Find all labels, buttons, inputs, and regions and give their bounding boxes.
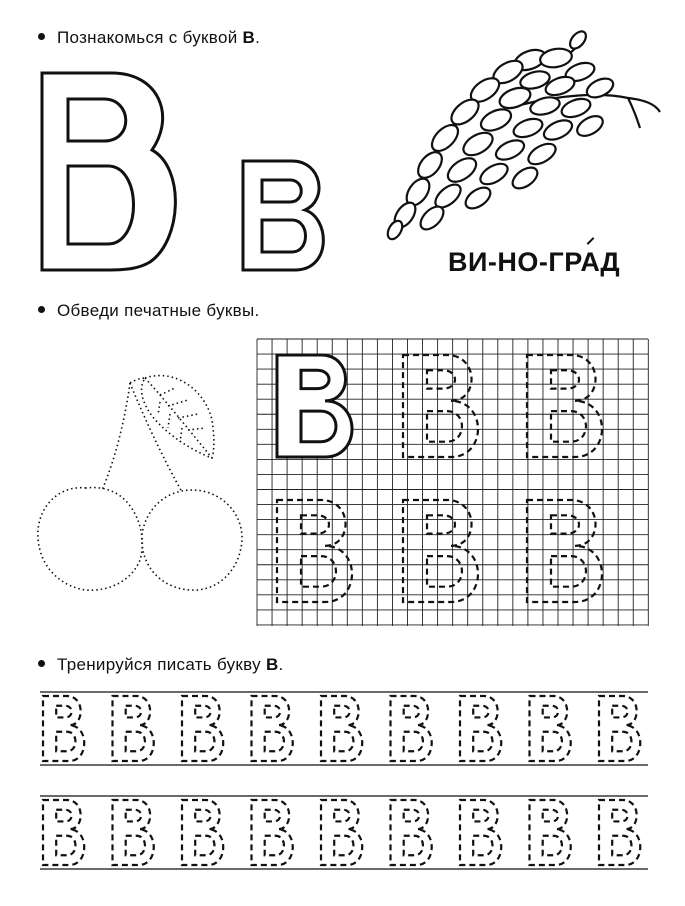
grapes-picture bbox=[385, 28, 660, 241]
grid-letter-trace[interactable] bbox=[277, 500, 352, 602]
practice-letter-trace[interactable] bbox=[460, 696, 501, 761]
word-caption: ВИ-НО-ГРАД bbox=[448, 247, 621, 277]
practice-letter-trace[interactable] bbox=[252, 800, 293, 865]
practice-letter-trace[interactable] bbox=[321, 800, 362, 865]
practice-letter-trace[interactable] bbox=[182, 696, 223, 761]
practice-letter-trace[interactable] bbox=[391, 696, 432, 761]
grid-letter-trace[interactable] bbox=[403, 500, 478, 602]
grid-letter-trace[interactable] bbox=[527, 355, 602, 457]
instruction-practice: Тренируйся писать букву В. bbox=[38, 655, 284, 675]
practice-letter-trace[interactable] bbox=[43, 696, 84, 761]
stressed-vowel: А bbox=[580, 247, 601, 277]
practice-letter-trace[interactable] bbox=[599, 800, 640, 865]
practice-letter-trace[interactable] bbox=[460, 800, 501, 865]
practice-letter-trace[interactable] bbox=[530, 800, 571, 865]
practice-letter-trace[interactable] bbox=[321, 696, 362, 761]
big-letter-lower bbox=[243, 161, 323, 270]
practice-letter-trace[interactable] bbox=[113, 696, 154, 761]
practice-letter-trace[interactable] bbox=[182, 800, 223, 865]
practice-letter-trace[interactable] bbox=[113, 800, 154, 865]
instruction-trace: Обведи печатные буквы. bbox=[38, 301, 260, 321]
big-letter-upper bbox=[42, 73, 175, 270]
practice-letter-trace[interactable] bbox=[252, 696, 293, 761]
grid-letter-trace[interactable] bbox=[403, 355, 478, 457]
grid-letter-sample bbox=[277, 355, 352, 457]
instruction-intro: Познакомься с буквой В. bbox=[38, 28, 260, 48]
cherry-picture bbox=[38, 376, 242, 591]
grid-letter-trace[interactable] bbox=[527, 500, 602, 602]
writing-lines bbox=[40, 692, 648, 869]
practice-letter-trace[interactable] bbox=[43, 800, 84, 865]
practice-letter-trace[interactable] bbox=[391, 800, 432, 865]
tracing-grid bbox=[257, 339, 648, 626]
practice-letter-trace[interactable] bbox=[530, 696, 571, 761]
practice-letter-trace[interactable] bbox=[599, 696, 640, 761]
